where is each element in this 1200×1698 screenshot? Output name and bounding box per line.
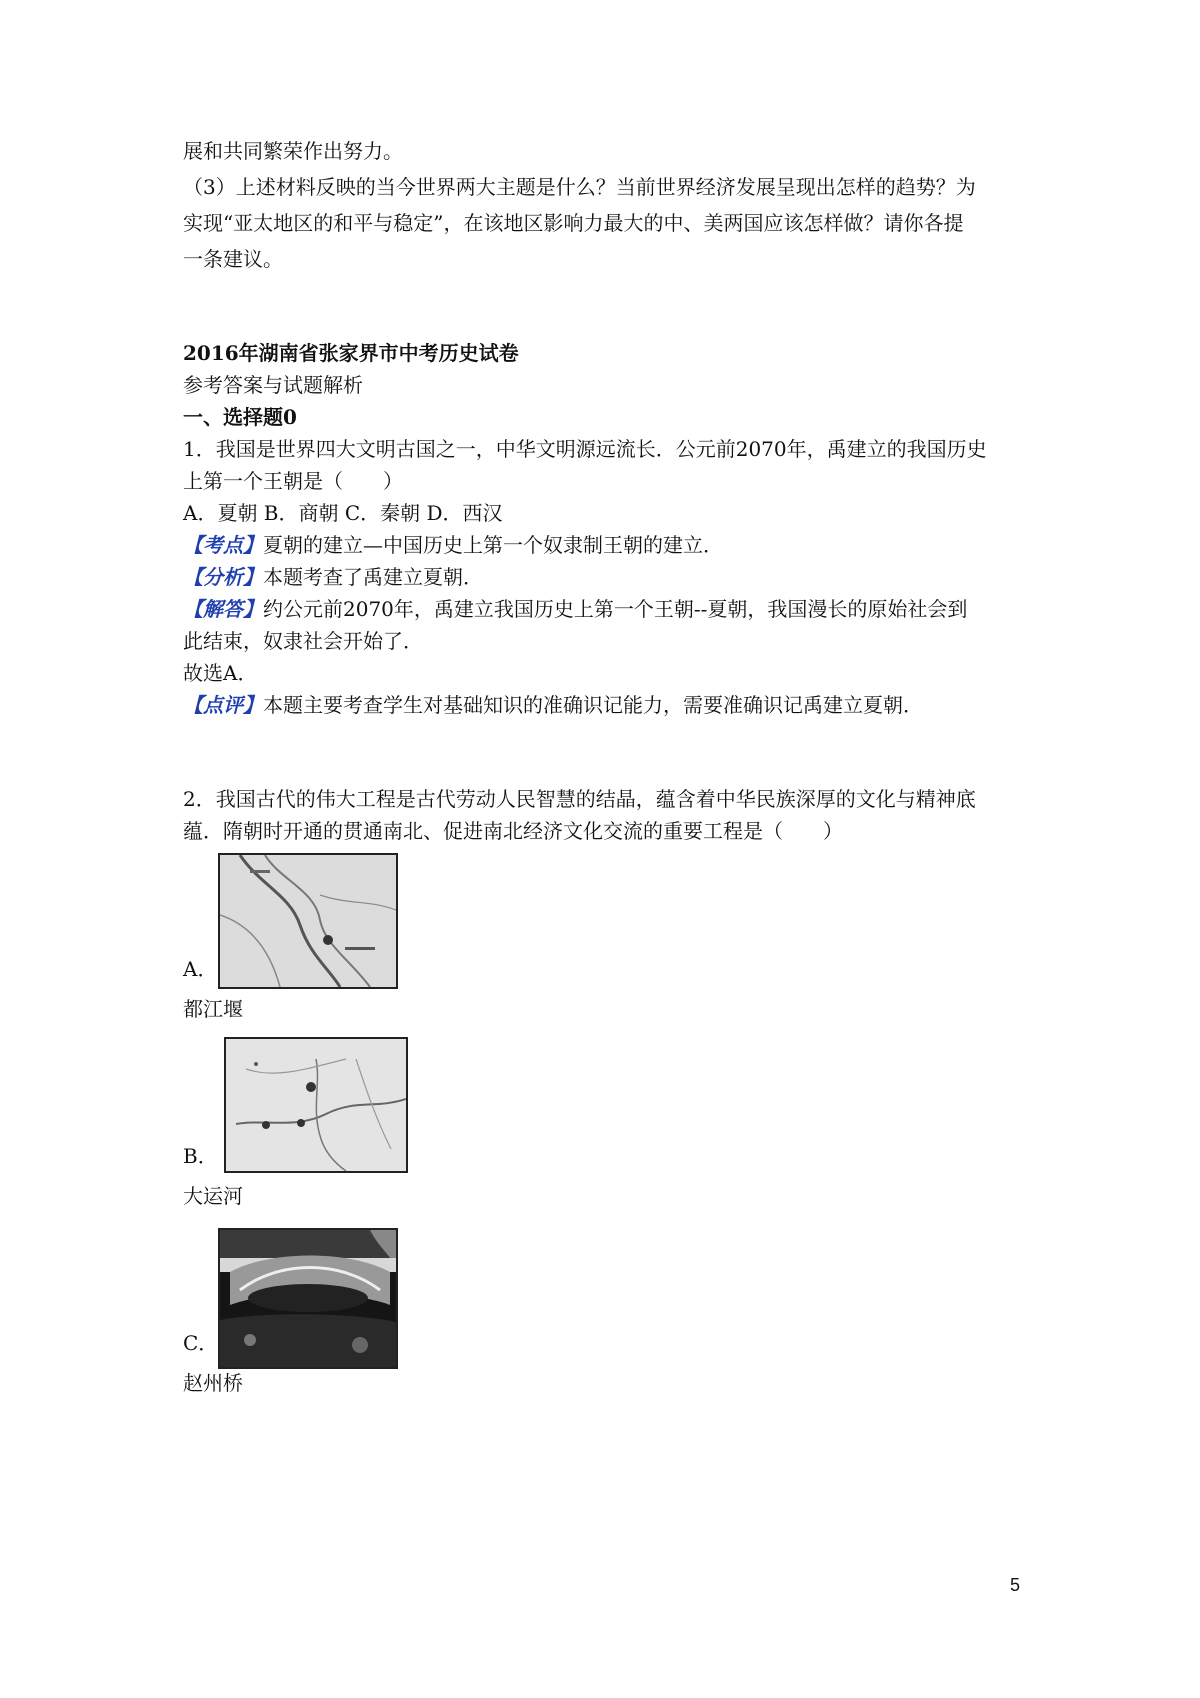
dianping-tag: 【点评】 (183, 693, 263, 717)
option-c-letter: C． (183, 1331, 219, 1355)
fenxi-tag: 【分析】 (183, 565, 263, 589)
q1-stem-line-1: 1．我国是世界四大文明古国之一，中华文明源远流长．公元前2070年，禹建立的我国历史 (183, 437, 987, 461)
intro-line-4: 一条建议。 (183, 247, 283, 271)
section-heading: 一、选择题0 (183, 405, 297, 429)
q1-jieda (183, 593, 967, 625)
option-b-letter: B． (183, 1144, 218, 1168)
q1-fenxi (183, 561, 483, 593)
kaodian-tag: 【考点】 (183, 533, 263, 557)
page-number: 5 (1010, 1575, 1021, 1595)
q1-answer: 故选A． (183, 661, 258, 685)
exam-title: 2016年湖南省张家界市中考历史试卷 (183, 341, 519, 365)
intro-line-2: （3）上述材料反映的当今世界两大主题是什么？当前世界经济发展呈现出怎样的趋势？为 (183, 175, 976, 199)
jieda-tag: 【解答】 (183, 597, 263, 621)
q1-stem-line-2: 上第一个王朝是（ ） (183, 469, 403, 493)
option-a-map-image (218, 853, 398, 989)
kaodian-text: 夏朝的建立—中国历史上第一个奴隶制王朝的建立． (263, 533, 723, 557)
option-b-caption: 大运河 (183, 1184, 243, 1208)
option-c-caption: 赵州桥 (183, 1371, 243, 1395)
dianping-text: 本题主要考查学生对基础知识的准确识记能力，需要准确识记禹建立夏朝． (263, 693, 923, 717)
q2-stem-line-1: 2．我国古代的伟大工程是古代劳动人民智慧的结晶，蕴含着中华民族深厚的文化与精神底 (183, 787, 976, 811)
subtitle: 参考答案与试题解析 (183, 373, 363, 397)
option-a-caption: 都江堰 (183, 997, 243, 1021)
q1-jieda-line-2: 此结束，奴隶社会开始了． (183, 629, 423, 653)
q1-dianping (183, 689, 923, 721)
jieda-text: 约公元前2070年，禹建立我国历史上第一个王朝--夏朝，我国漫长的原始社会到 (263, 597, 968, 621)
q1-kaodian (183, 529, 723, 561)
q2-stem-line-2: 蕴．隋朝时开通的贯通南北、促进南北经济文化交流的重要工程是（ ） (183, 819, 843, 843)
intro-line-3: 实现“亚太地区的和平与稳定”，在该地区影响力最大的中、美两国应该怎样做？请你各提 (183, 211, 964, 235)
q1-options: A．夏朝 B．商朝 C．秦朝 D．西汉 (183, 501, 503, 525)
option-b-map-image (224, 1037, 408, 1173)
fenxi-text: 本题考查了禹建立夏朝． (263, 565, 483, 589)
option-c-bridge-image (218, 1228, 398, 1369)
intro-line-1: 展和共同繁荣作出努力。 (183, 139, 403, 163)
option-a-letter: A． (183, 957, 218, 981)
